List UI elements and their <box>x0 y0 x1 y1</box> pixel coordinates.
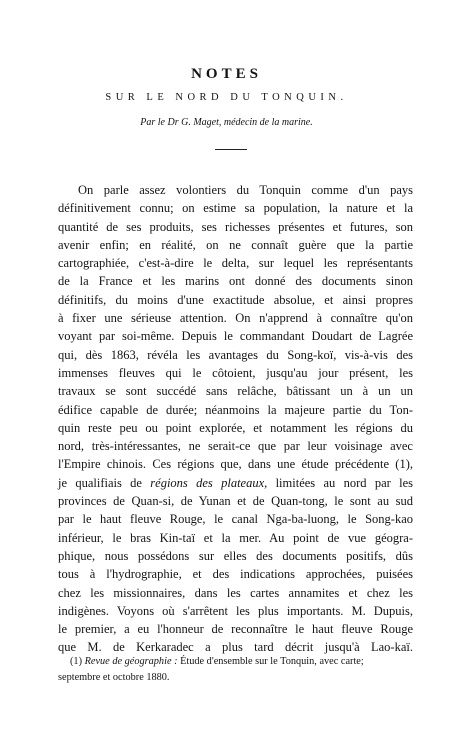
body-line: qui, dès 1863, révéla les avantages du Song-koï, vis-à-vis des <box>58 347 413 362</box>
body-line: provinces de Quan-si, de Yunan et de Quan-tong, le sont au sud <box>58 494 413 509</box>
body-line: inférieur, le bras Kin-taï et la mer. Au point de vue géogra- <box>58 530 413 545</box>
italic-phrase: régions des plateaux <box>150 475 265 490</box>
body-line: tous à l'hydrographie, et des indications approchées, puisées <box>58 567 413 582</box>
body-line: indigènes. Voyons où s'arrêtent les plus importants. M. Dupuis, <box>58 603 413 618</box>
footnote-line-2: septembre et octobre 1880. <box>58 672 170 683</box>
body-line: travaux se sont succédé sans relâche, bâtissant un à un un <box>58 384 413 399</box>
body-line: je qualifiais de régions des plateaux, limitées au nord par les <box>58 475 413 490</box>
body-line: voyant par soi-même. Depuis le commandant Doudart de Lagrée <box>58 329 413 344</box>
body-line: quantité de ses produits, ses richesses présentes et futures, son <box>58 219 413 234</box>
footnote-text-1: Étude d'ensemble sur le Tonquin, avec carte; <box>180 656 364 667</box>
body-line: édifice capable de durée; néanmoins la majeure partie du Ton- <box>58 402 413 417</box>
article-title: NOTES <box>191 66 262 82</box>
body-line: l'Empire chinois. Ces régions que, dans une étude précédente (1), <box>58 457 413 472</box>
body-text <box>58 181 413 657</box>
body-line: définitifs, du moins d'une exactitude absolue, et ainsi propres <box>58 292 413 307</box>
article-subtitle: SUR LE NORD DU TONQUIN. <box>105 92 348 103</box>
body-line: chez les missionnaires, dans les cartes annamites et chez les <box>58 585 413 600</box>
footnote-marker: (1) <box>70 656 83 667</box>
body-line: On parle assez volontiers du Tonquin comme d'un pays <box>78 183 413 197</box>
footnote-line-1 <box>58 654 413 670</box>
separator-rule <box>215 149 247 150</box>
body-line: par le haut fleuve Rouge, le canal Nga-ba-luong, le Song-kao <box>58 512 413 527</box>
footnote-source: Revue de géographie : <box>84 656 178 667</box>
body-line: immenses fleuves qui le côtoient, jusqu'au jour présent, les <box>58 365 413 380</box>
body-line: cartographiée, c'est-à-dire le delta, sur lequel les représentants <box>58 256 413 271</box>
body-line: nord, très-intéressantes, ne serait-ce que par leur voisinage avec <box>58 439 413 454</box>
body-line: phique, nous possédons sur elles des documents positifs, dûs <box>58 548 413 563</box>
body-line: quin reste peu ou point explorée, et notamment les régions du <box>58 420 413 435</box>
author-byline: Par le Dr G. Maget, médecin de la marine. <box>140 117 313 128</box>
body-line: avenir enfin; en réalité, on ne connaît guère que la partie <box>58 237 413 252</box>
body-line: le premier, a eu l'honneur de reconnaître le haut fleuve Rouge <box>58 622 413 637</box>
footnote <box>58 654 413 686</box>
body-line: que M. de Kerkaradec a plus tard décrit jusqu'à Lao-kaï. <box>58 640 413 655</box>
body-line: à fixer une sérieuse attention. On n'apprend à connaître qu'on <box>58 311 413 326</box>
body-line: de la France et les marins ont donné des documents sinon <box>58 274 413 289</box>
body-line: définitivement connu; on estime sa population, la nature et la <box>58 201 413 216</box>
